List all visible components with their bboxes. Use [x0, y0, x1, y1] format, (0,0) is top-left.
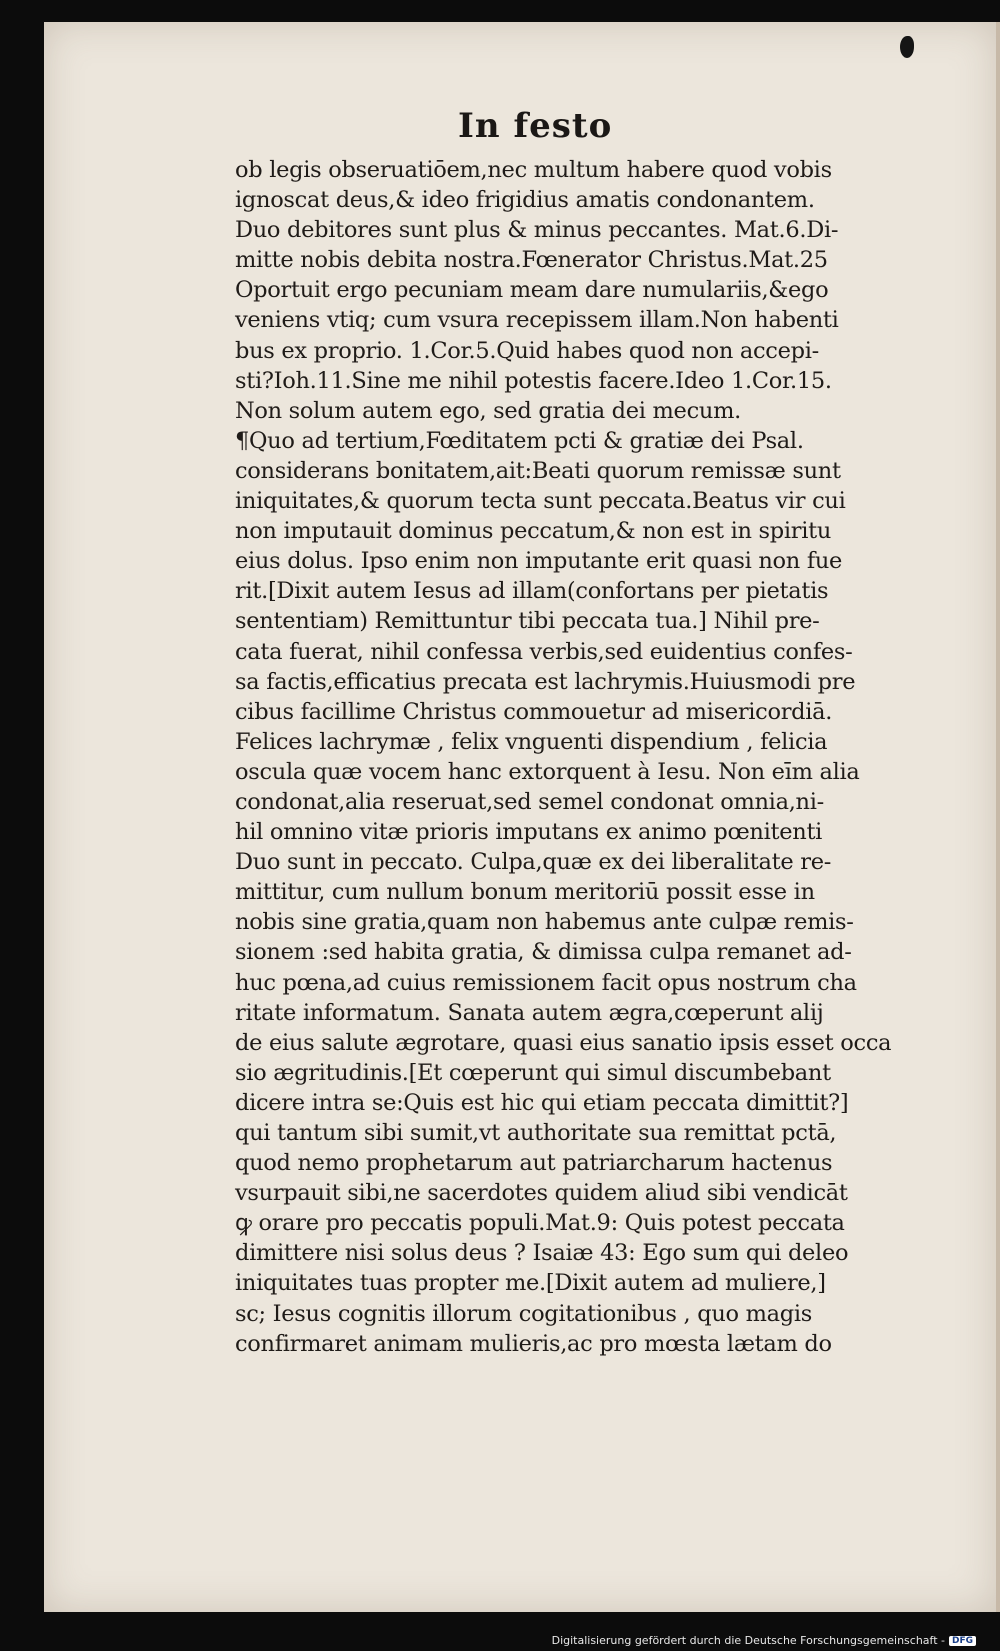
text-line: sionem :sed habita gratia, & dimissa culpa remanet ad-: [235, 939, 852, 966]
text-line: cata fuerat, nihil confessa verbis,sed euidentius confes-: [235, 638, 853, 665]
text-line: oscula quæ vocem hanc extorquent à Iesu. Non eīm alia: [235, 758, 860, 785]
text-line: sio ægritudinis.[Et cœperunt qui simul discumbebant: [235, 1059, 831, 1086]
text-line: non imputauit dominus peccatum,& non est in spiritu: [235, 518, 832, 545]
footer-credit-text: Digitalisierung gefördert durch die Deutsche Forschungsgemeinschaft -: [551, 1634, 945, 1647]
text-line: quod nemo prophetarum aut patriarcharum hactenus: [235, 1150, 833, 1177]
text-line: mittitur, cum nullum bonum meritoriū possit esse in: [235, 879, 815, 906]
text-line: de eius salute ægrotare, quasi eius sanatio ipsis esset occa: [235, 1029, 892, 1056]
text-line: sa factis,efficatius precata est lachrymis.Huiusmodi pre: [235, 668, 856, 695]
text-line: dicere intra se:Quis est hic qui etiam peccata dimittit?]: [235, 1089, 849, 1116]
text-line: Duo debitores sunt plus & minus peccantes. Mat.6.Di-: [235, 217, 839, 244]
text-line: nobis sine gratia,quam non habemus ante culpæ remis-: [235, 909, 854, 936]
text-line: hil omnino vitæ prioris imputans ex animo pœnitenti: [235, 819, 823, 846]
running-head: In festo: [458, 106, 613, 146]
text-line: ¶Quo ad tertium,Fœditatem pcti & gratiæ dei Psal.: [235, 427, 804, 454]
text-line: Duo sunt in peccato. Culpa,quæ ex dei liberalitate re-: [235, 849, 832, 876]
text-line: rit.[Dixit autem Iesus ad illam(confortans per pietatis: [235, 578, 829, 605]
text-line: veniens vtiq; cum vsura recepissem illam.Non habenti: [235, 307, 839, 334]
text-line: confirmaret animam mulieris,ac pro mœsta lætam do: [235, 1330, 832, 1357]
text-line: iniquitates tuas propter me.[Dixit autem ad muliere,]: [235, 1270, 826, 1297]
text-line: sti?Ioh.11.Sine me nihil potestis facere.Ideo 1.Cor.15.: [235, 367, 832, 394]
text-line: ignoscat deus,& ideo frigidius amatis condonantem.: [235, 187, 815, 214]
text-line: ꝙ orare pro peccatis populi.Mat.9: Quis potest peccata: [235, 1210, 845, 1237]
text-line: huc pœna,ad cuius remissionem facit opus nostrum cha: [235, 969, 857, 996]
book-page: [44, 22, 1000, 1612]
text-line: ritate informatum. Sanata autem ægra,cœperunt alij: [235, 999, 824, 1026]
ink-mark: [900, 36, 914, 58]
text-line: bus ex proprio. 1.Cor.5.Quid habes quod non accepi-: [235, 337, 819, 364]
text-line: Oportuit ergo pecuniam meam dare numulariis,&ego: [235, 277, 829, 304]
text-line: iniquitates,& quorum tecta sunt peccata.Beatus vir cui: [235, 488, 846, 515]
text-line: dimittere nisi solus deus ? Isaiæ 43: Ego sum qui deleo: [235, 1240, 849, 1267]
text-line: considerans bonitatem,ait:Beati quorum remissæ sunt: [235, 457, 841, 484]
text-line: eius dolus. Ipso enim non imputante erit quasi non fue: [235, 548, 843, 575]
text-line: sententiam) Remittuntur tibi peccata tua.] Nihil pre-: [235, 608, 820, 635]
text-line: sc; Iesus cognitis illorum cogitationibus , quo magis: [235, 1300, 813, 1327]
footer-credit: [552, 1634, 976, 1647]
text-line: mitte nobis debita nostra.Fœnerator Christus.Mat.25: [235, 247, 828, 274]
text-line: Non solum autem ego, sed gratia dei mecum.: [235, 397, 741, 424]
dfg-logo: DFG: [949, 1636, 976, 1646]
text-line: qui tantum sibi sumit,vt authoritate sua remittat pctā,: [235, 1120, 837, 1146]
text-line: Felices lachrymæ , felix vnguenti dispendium , felicia: [235, 728, 828, 755]
text-line: vsurpauit sibi,ne sacerdotes quidem aliud sibi vendicāt: [235, 1180, 848, 1207]
text-line: cibus facillime Christus commouetur ad misericordiā.: [235, 698, 833, 725]
text-line: condonat,alia reseruat,sed semel condonat omnia,ni-: [235, 788, 824, 815]
text-line: ob legis obseruatiōem,nec multum habere quod vobis: [235, 157, 832, 183]
text-block: [235, 155, 955, 1359]
